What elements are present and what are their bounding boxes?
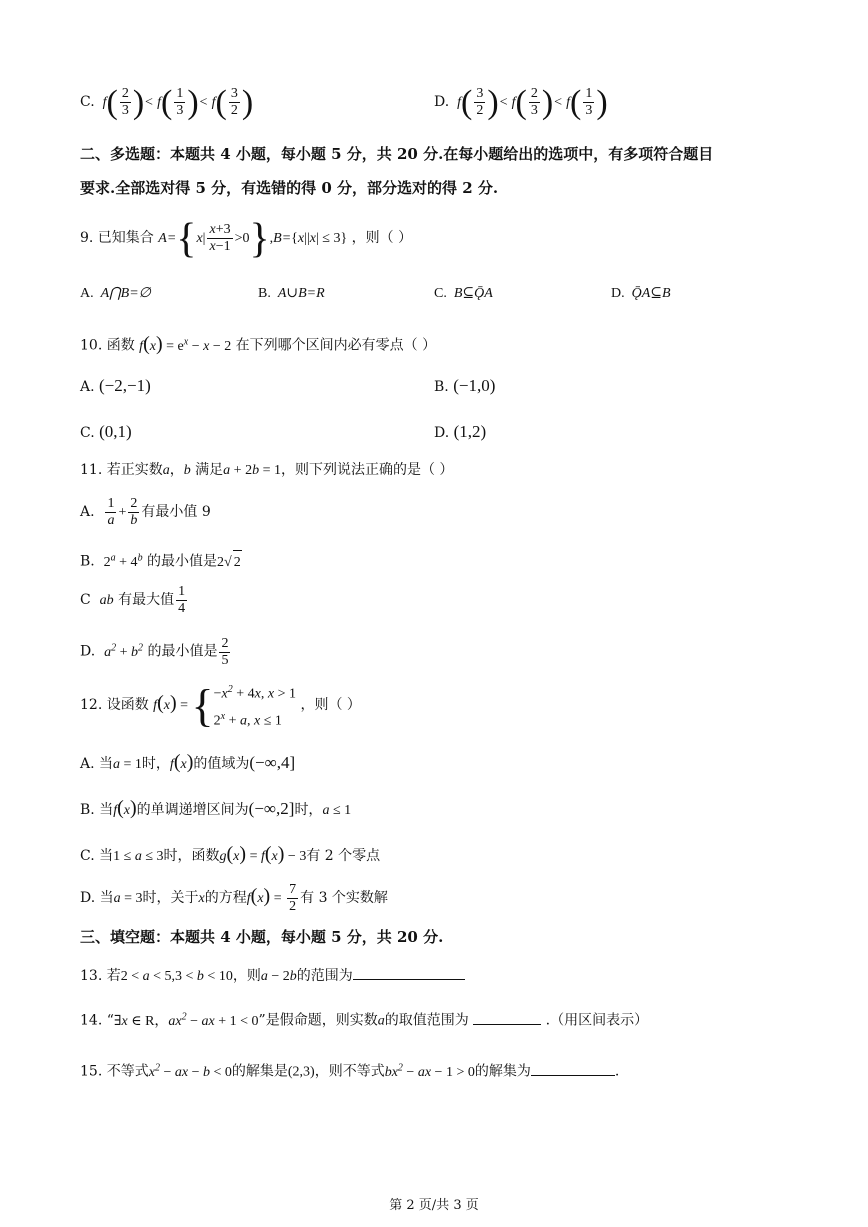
option-d-row bbox=[434, 82, 608, 122]
q10-option-a: A. (−2,−1) bbox=[80, 376, 151, 395]
q12-option-a: A. 当a = 1时，f(x)的值域为(−∞,4] bbox=[80, 751, 296, 773]
option-c-row bbox=[80, 82, 253, 122]
question-text: ，则（ ） bbox=[351, 230, 413, 246]
question-11: 11. 若正实数a，b 满足a + 2b = 1，则下列说法正确的是（ ） bbox=[80, 462, 454, 478]
q10-option-d: D. (1,2) bbox=[434, 422, 487, 441]
section-heading: 三、填空题：本题共 4 小题，每小题 5 分，共 20 分. bbox=[80, 928, 444, 946]
question-15: 15. 不等式$x^2$ − ax − b < 0的解集是(2,3)，则不等式$bx^2$ − ax − 1 > 0的解集为 . bbox=[80, 1062, 620, 1080]
q12-option-c: C. 当1 ≤ a ≤ 3时，函数g(x) = f(x) − 3有 2 个零点 bbox=[80, 843, 381, 865]
q11-option-c: C ab 有最大值 $\frac{1}{4}$ bbox=[80, 584, 186, 617]
q11-option-a: A. $\frac{1}{a}$ + $\frac{2}{b}$ 有最小值 9 bbox=[80, 496, 211, 529]
q10-option-b: B. (−1,0) bbox=[434, 376, 496, 395]
q10-option-c: C. (0,1) bbox=[80, 422, 132, 441]
piecewise-function: f(x) = { $-x^2 + 4x$, x > 1 $2^x + a$, x ≤ 1 bbox=[153, 679, 296, 731]
question-10 bbox=[80, 330, 436, 354]
question-12: 12. 设函数 f(x) = { $-x^2 + 4x$, x > 1 $2^x + a$, x ≤ 1 ，则（ ） bbox=[80, 679, 361, 731]
q11-option-d: D. $a^2 + b^2$ 的最小值是 $\frac{2}{5}$ bbox=[80, 635, 229, 668]
option-math: f( $\frac{3}{2}$ )< f( $\frac{2}{3}$ )< f( $\frac{1}{3}$ ) bbox=[453, 83, 608, 121]
answer-blank[interactable] bbox=[473, 1024, 541, 1025]
q9-option-a: A. A⋂B=∅ bbox=[80, 286, 151, 301]
option-label: D. bbox=[434, 94, 450, 110]
function-expression: $f(x) = e^x - x - 2$ bbox=[139, 332, 232, 355]
option-label: C. bbox=[80, 94, 95, 110]
option-math: f( $\frac{2}{3}$ )< f( $\frac{1}{3}$ )< f( $\frac{3}{2}$ ) bbox=[99, 83, 254, 121]
q9-option-d: D. ǬA⊆B bbox=[611, 286, 671, 301]
question-9 bbox=[80, 216, 412, 260]
question-13: 13. 若2 < a < 5,3 < b < 10，则a − 2b的范围为 bbox=[80, 966, 465, 987]
q9-option-c: C. B⊆ǬA bbox=[434, 286, 493, 301]
q12-option-d: D. 当a = 3时，关于x的方程f(x) = $\frac{7}{2}$ 有 3 个实数解 bbox=[80, 882, 388, 915]
q12-option-b: B. 当f(x)的单调递增区间为(−∞,2]时，a ≤ 1 bbox=[80, 797, 352, 819]
answer-blank[interactable] bbox=[353, 979, 465, 980]
set-expression: A={x| $\frac{x+3}{x-1}$ >0},B={x||x| ≤ 3} bbox=[158, 215, 348, 262]
q11-option-b: B. $2^a + 4^b$ 的最小值是2√ 2 bbox=[80, 546, 242, 570]
q9-option-b: B. A∪B=R bbox=[258, 286, 325, 301]
question-14: 14. “∃x ∈ R，$ax^2$ − ax + 1 < 0”是假命题，则实数a的取值范围为 .（用区间表示） bbox=[80, 1011, 649, 1029]
section-heading: 二、多选题：本题共 4 小题，每小题 5 分，共 20 分.在每小题给出的选项中，有多项符合题目 bbox=[80, 145, 714, 163]
question-text: 10. 函数 bbox=[80, 337, 135, 354]
section-heading: 要求.全部选对得 5 分，有选错的得 0 分，部分选对的得 2 分. bbox=[80, 179, 499, 197]
answer-blank[interactable] bbox=[531, 1075, 615, 1076]
question-text: 在下列哪个区间内必有零点（ ） bbox=[235, 337, 437, 354]
question-text: 9. 已知集合 bbox=[80, 230, 154, 246]
page-footer: 第 2 页/共 3 页 bbox=[389, 1198, 479, 1213]
